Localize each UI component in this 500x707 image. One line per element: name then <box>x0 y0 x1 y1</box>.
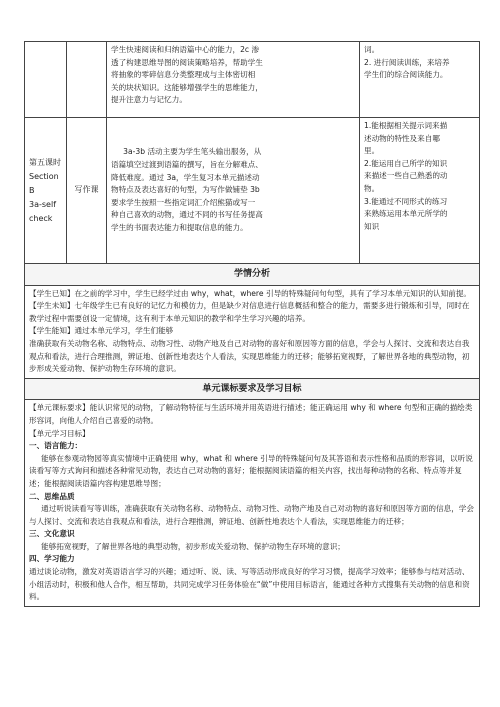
text-line: 1.能根据相关提示词来描 <box>364 121 448 130</box>
subheading: 四、学习能力 <box>29 554 75 564</box>
lesson-goals <box>360 42 480 118</box>
table-row-previous-lesson <box>25 42 480 118</box>
text-line: 3.能通过不同形式的练习 <box>364 196 448 206</box>
text-line: 要求学生按照一些指定词汇介绍熊猫或写一 <box>111 197 256 207</box>
subheading: 三、文化意识 <box>29 529 75 539</box>
text-line: 3a-3b 活动主要为学生笔头输出服务，从 <box>123 147 262 157</box>
text-line: 里。 <box>364 146 380 156</box>
lesson-goals <box>360 118 480 264</box>
paragraph: 【单元课标要求】能认识常见的动物，了解动物特征与生活环境并用英语进行描述；能正确运用 why 和 where 句型和正确的描绘类形容词，向他人介绍自己喜爱的动物。 <box>29 403 473 425</box>
text-line: 词。 <box>364 45 380 54</box>
subheading: 一、语言能力： <box>29 441 83 451</box>
text-line: 物。 <box>364 183 380 193</box>
standards-content <box>25 400 480 607</box>
text-line: 来熟练运用本单元所学的 <box>364 209 448 219</box>
analysis-content <box>25 285 480 378</box>
section-heading-row <box>25 264 480 286</box>
paragraph: 通过谈论动物，激发对英语语言学习的兴趣；通过听、说、读、写等活动形成良好的学习习惯，提高学习效率；能够参与结对活动、小组活动时，积极和他人合作，相互帮助，共同完成学习任务体验在“做”中使用目标语言，能通过各种方式搜集有关动物的信息和资料。 <box>29 567 470 602</box>
text-line: 提升注意力与记忆力。 <box>111 95 187 105</box>
text-line: 2. 进行阅读训练，来培养 <box>364 57 450 67</box>
paragraph: 【学生已知】在之前的学习中，学生已经学过由 why，what，where 引导的特殊疑问句句型，具有了学习本单元知识的认知前提。 <box>29 288 472 298</box>
paragraph: 能够拓宽视野，了解世界各地的典型动物，初步形成关爱动物、保护动物生存环境的意识； <box>41 541 345 551</box>
text-line: 降低难度。通过 3a，学生复习本单元描述动 <box>111 172 260 182</box>
paragraph: 能够在参观动物园等真实情境中正确使用 why，what 和 where 引导的特殊疑问句及其答语和表示性格和品质的形容词，以听说读看写等方式询问和描述各种常见动物，表达自己对动物的喜好；能根据阅读语篇的相关内容，找出每种动物的名称、特点等并复述；能根据阅读语篇内容构建思维导图； <box>29 453 473 488</box>
text-line: 来描述一些自己熟悉的动 <box>364 171 448 181</box>
empty-cell <box>25 42 67 118</box>
section-heading: 学情分析 <box>25 264 480 286</box>
section-heading-row <box>25 378 480 400</box>
lesson-plan-table <box>24 41 480 607</box>
paragraph: 【单元学习目标】 <box>29 428 90 438</box>
text-line: 透了构建思维导图的阅读策略培养，帮助学生 <box>111 57 263 67</box>
activity-description <box>107 118 360 264</box>
text-line: 学生的书面表达能力和提取信息的能力。 <box>111 222 248 232</box>
text-line: 种自己喜欢的动物，通过不同的书写任务提高 <box>111 210 263 220</box>
subheading: 二、思维品质 <box>29 491 75 501</box>
section-heading: 单元课标要求及学习目标 <box>25 378 480 400</box>
text-line: 物特点及表达喜好的句型，为写作做铺垫 3b <box>111 185 260 195</box>
paragraph: 【学生未知】七年级学生已有良好的记忆力和模仿力，但是缺少对信息进行信息概括和整合的能力，需要多进行锻炼和引导，同时在教学过程中需要创设一定情境，这有利于本单元知识的教学和学生学习兴趣的培养。 <box>29 301 470 323</box>
activity-description <box>107 42 360 118</box>
lesson-period-cell <box>25 118 67 264</box>
table-row-lesson-5 <box>25 118 480 264</box>
lesson-type-cell: 写作课 <box>67 118 107 264</box>
text-line: 第五课时 <box>29 157 61 167</box>
analysis-row <box>25 285 480 378</box>
text-line: 关的块状知识。这能够增强学生的思维能力， <box>111 82 263 92</box>
paragraph: 准确获取有关动物名称、动物特点、动物习性、动物产地及自己对动物的喜好和原因等方面的信息，学会与人探讨、交流和表达自我观点和看法，进行合理推测，辨证地、创新性地表达个人看法，实现思维能力的迁移；能够拓宽视野，了解世界各地的典型动物，初步形成关爱动物、保护动物生存环境的意识。 <box>29 338 470 374</box>
empty-cell <box>67 42 107 118</box>
text-line: 述动物的特性及来自哪 <box>364 133 440 143</box>
text-line: 学生们的综合阅读能力。 <box>364 70 448 80</box>
text-line: 知识 <box>364 221 380 231</box>
text-line: 语篇填空过渡到语篇的撰写，旨在分解难点、 <box>111 160 263 170</box>
text-line: 将抽象的零碎信息分类整理成与主体密切相 <box>111 70 256 80</box>
paragraph: 通过听说读看写等训练，准确获取有关动物名称、动物特点、动物习性、动物产地及自己对动物的喜好和原因等方面的信息，学会与人探讨、交流和表达自我观点和看法，进行合理推测，辨证地、创新性地表达个人看法，实现思维能力的迁移； <box>29 504 474 526</box>
paragraph: 【学生能知】通过本单元学习，学生们能够 <box>29 326 174 336</box>
standards-row <box>25 400 480 607</box>
text-line: check <box>29 213 53 223</box>
text-line: 3a-self <box>29 199 57 209</box>
text-line: Section B <box>29 171 59 195</box>
text-line: 学生快速阅读和归纳语篇中心的能力，2c 渗 <box>111 45 260 54</box>
text-line: 2.能运用自己所学的知识 <box>364 158 448 168</box>
